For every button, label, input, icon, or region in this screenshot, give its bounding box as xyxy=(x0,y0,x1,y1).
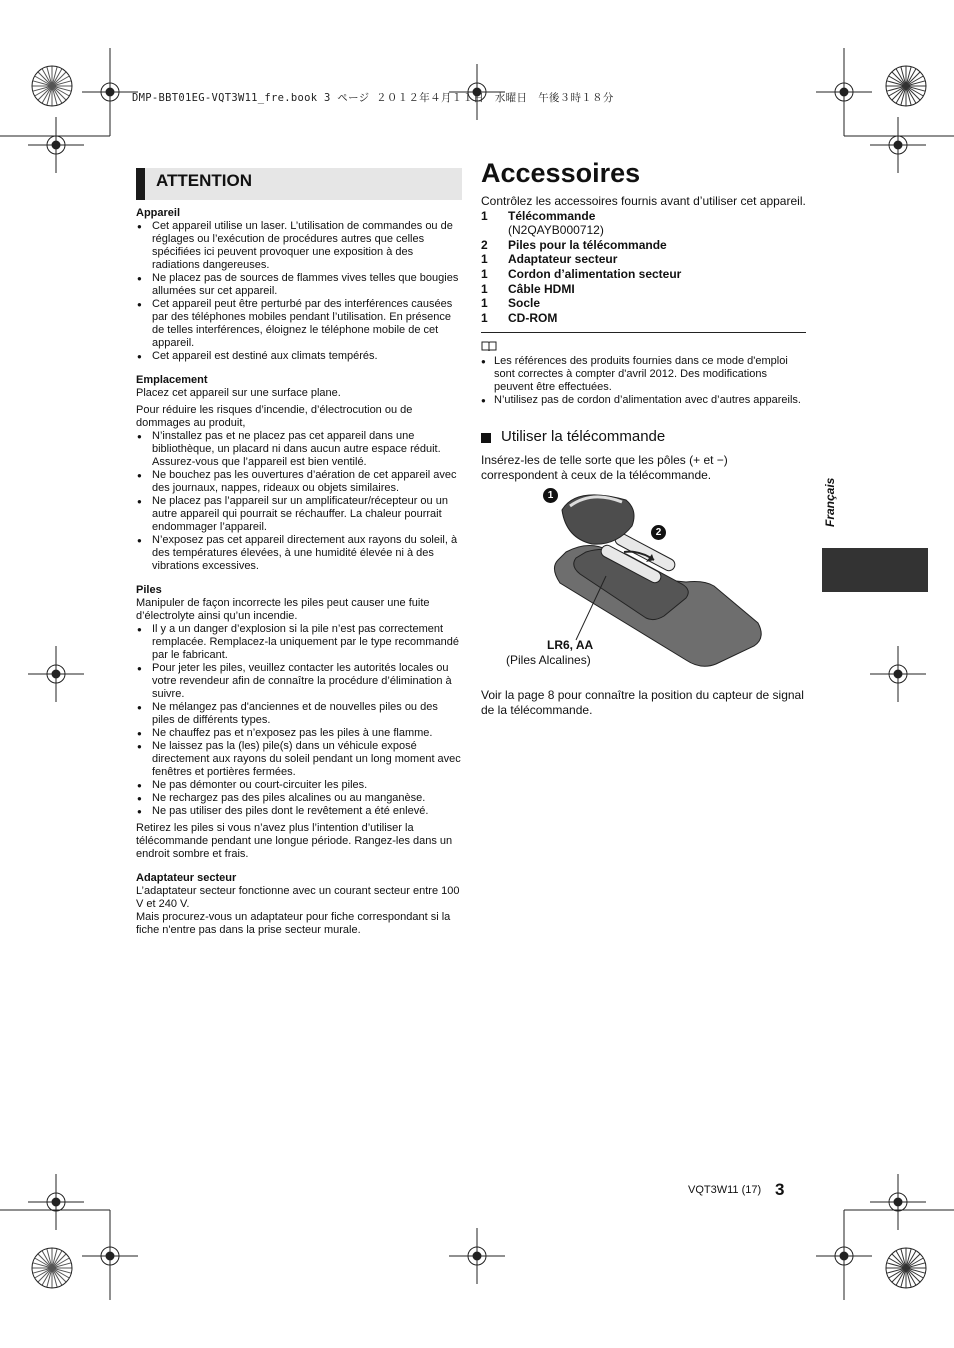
note-book-icon xyxy=(481,341,806,353)
attention-bullet: ● Ne laissez pas la (les) pile(s) dans un véhicule exposé directement aux rayons du soleil pendant un long moment avec fenêtres et portières fermées. xyxy=(136,740,462,779)
attention-bullet: ● N’exposez pas cet appareil directement aux rayons du soleil, à des températures élevées, à une humidité élevée ni à des vibrations excessives. xyxy=(136,534,462,573)
attention-bullet: ● Ne placez pas de sources de flammes vives telles que bougies allumées sur cet appareil. xyxy=(136,272,462,298)
accessory-item xyxy=(481,311,806,326)
attention-bullet: ● N’installez pas et ne placez pas cet appareil dans une bibliothèque, un placard ni dans aucun autre espace réduit. Assurez-vous que l’appareil est bien ventilé. xyxy=(136,430,462,469)
accessory-qty: 1 xyxy=(481,310,488,325)
attention-bullet: ● Ne rechargez pas des piles alcalines ou au manganèse. xyxy=(136,792,462,805)
remote-illustration xyxy=(481,488,806,674)
attention-section-heading: Adaptateur secteur xyxy=(136,872,237,884)
square-bullet-icon xyxy=(481,433,491,443)
language-label: Français xyxy=(823,477,837,527)
accessory-item xyxy=(481,296,806,311)
accessory-code: (N2QAYB000712) xyxy=(508,223,604,238)
step-1-marker: 1 xyxy=(543,488,558,503)
accessory-qty: 1 xyxy=(481,208,488,223)
attention-banner xyxy=(136,168,462,200)
note-list xyxy=(481,355,806,407)
accessories-list xyxy=(481,209,806,326)
accessory-name: Cordon d’alimentation secteur xyxy=(508,266,682,281)
attention-section-heading: Emplacement xyxy=(136,374,208,386)
attention-paragraph: Retirez les piles si vous n’avez plus l’intention d’utiliser la télécommande pendant une longue période. Rangez-les dans un endroit sombre et frais. xyxy=(136,822,453,860)
accessory-qty: 1 xyxy=(481,252,488,267)
remote-heading-text: Utiliser la télécommande xyxy=(501,428,666,446)
accessory-item xyxy=(481,267,806,282)
step-2-marker: 2 xyxy=(651,525,666,540)
attention-bullet: ● Ne pas démonter ou court-circuiter les piles. xyxy=(136,779,462,792)
accessory-item xyxy=(481,252,806,267)
accessory-name: Adaptateur secteur xyxy=(508,252,618,267)
book-header: DMP-BBT01EG-VQT3W11_fre.book 3 ページ ２０１２年４月１１日 水曜日 午後３時１８分 xyxy=(132,92,614,104)
accessory-item xyxy=(481,282,806,297)
attention-column xyxy=(136,168,462,937)
language-tab xyxy=(822,548,928,592)
accessories-title: Accessoires xyxy=(481,158,641,188)
accessory-item xyxy=(481,238,806,253)
attention-bullet: ● Ne pas utiliser des piles dont le revêtement a été enlevé. xyxy=(136,805,462,818)
footer-code: VQT3W11 (17) xyxy=(688,1184,762,1196)
accessory-item xyxy=(481,209,806,224)
attention-section-heading: Appareil xyxy=(136,207,181,219)
attention-bullet: ● Ne bouchez pas les ouvertures d’aération de cet appareil avec des journaux, nappes, rideaux ou objets similaires. xyxy=(136,469,462,495)
section-divider xyxy=(481,332,806,333)
attention-bullet: ● Ne chauffez pas et n’exposez pas les piles à une flamme. xyxy=(136,727,462,740)
attention-title: ATTENTION xyxy=(156,171,253,190)
attention-bullet-list xyxy=(136,430,462,573)
attention-paragraph: Manipuler de façon incorrecte les piles peut causer une fuite d’électrolyte ainsi qu’un incendie. xyxy=(136,597,430,622)
attention-bullet: ● Cet appareil utilise un laser. L’utilisation de commandes ou de réglages ou l’exécution de procédures autres que celles spécifiées ici peuvent provoquer une exposition à des radiations dangereuses. xyxy=(136,220,462,272)
attention-bullet: ● Ne placez pas l’appareil sur un amplificateur/récepteur ou un autre appareil qui pourrait se réchauffer. La chaleur pourrait endommager l’appareil. xyxy=(136,495,462,534)
note-item: ● Les références des produits fournies dans ce mode d'emploi sont correctes à compter d'avril 2012. Des modifications peuvent être effectuées. xyxy=(481,355,806,394)
accessories-column xyxy=(481,158,806,717)
page-number: 3 xyxy=(775,1180,785,1199)
sensor-note: Voir la page 8 pour connaître la position du capteur de signal de la télécommande. xyxy=(481,688,804,717)
accessory-name: Câble HDMI xyxy=(508,281,575,296)
accessory-qty: 1 xyxy=(481,266,488,281)
note-item: ● N’utilisez pas de cordon d’alimentation avec d’autres appareils. xyxy=(481,394,806,407)
attention-bullet: ● Pour jeter les piles, veuillez contacter les autorités locales ou votre revendeur afin de connaître la procédure d’élimination à suivre. xyxy=(136,662,462,701)
remote-heading xyxy=(481,430,806,445)
attention-bullet: ● Cet appareil est destiné aux climats tempérés. xyxy=(136,350,462,363)
attention-paragraph: Placez cet appareil sur une surface plane. xyxy=(136,387,341,399)
attention-sections xyxy=(136,207,462,937)
accessory-qty: 2 xyxy=(481,237,488,252)
accessories-intro: Contrôlez les accessoires fournis avant d’utiliser cet appareil. xyxy=(481,194,806,208)
attention-bullet-list xyxy=(136,220,462,363)
battery-label: LR6, AA xyxy=(547,638,594,653)
accessory-name: CD-ROM xyxy=(508,310,558,325)
attention-paragraph: Pour réduire les risques d’incendie, d’électrocution ou de dommages au produit, xyxy=(136,404,413,429)
battery-sublabel: (Piles Alcalines) xyxy=(506,653,591,668)
attention-bar xyxy=(136,168,145,200)
attention-bullet: ● Cet appareil peut être perturbé par des interférences causées par des téléphones mobiles pendant l’utilisation. En présence de telles interférences, éloignez le téléphone mobile de cet appareil. xyxy=(136,298,462,350)
remote-instruction: Insérez-les de telle sorte que les pôles (+ et −) correspondent à ceux de la télécommande. xyxy=(481,452,728,482)
accessory-qty: 1 xyxy=(481,281,488,296)
accessory-name: Socle xyxy=(508,296,541,311)
attention-bullet: ● Ne mélangez pas d'anciennes et de nouvelles piles ou des piles de différents types. xyxy=(136,701,462,727)
accessory-qty: 1 xyxy=(481,296,488,311)
attention-paragraph: L’adaptateur secteur fonctionne avec un courant secteur entre 100 V et 240 V. Mais procurez-vous un adaptateur pour fiche correspondant si la fiche n'entre pas dans la prise secteur murale. xyxy=(136,885,460,936)
attention-section-heading: Piles xyxy=(136,584,162,596)
accessory-name: Piles pour la télécommande xyxy=(508,237,667,252)
attention-bullet: ● Il y a un danger d’explosion si la pile n’est pas correctement remplacée. Remplacez-la uniquement par le type recommandé par le fabricant. xyxy=(136,623,462,662)
accessory-name: Télécommande xyxy=(508,208,596,223)
attention-bullet-list xyxy=(136,623,462,818)
